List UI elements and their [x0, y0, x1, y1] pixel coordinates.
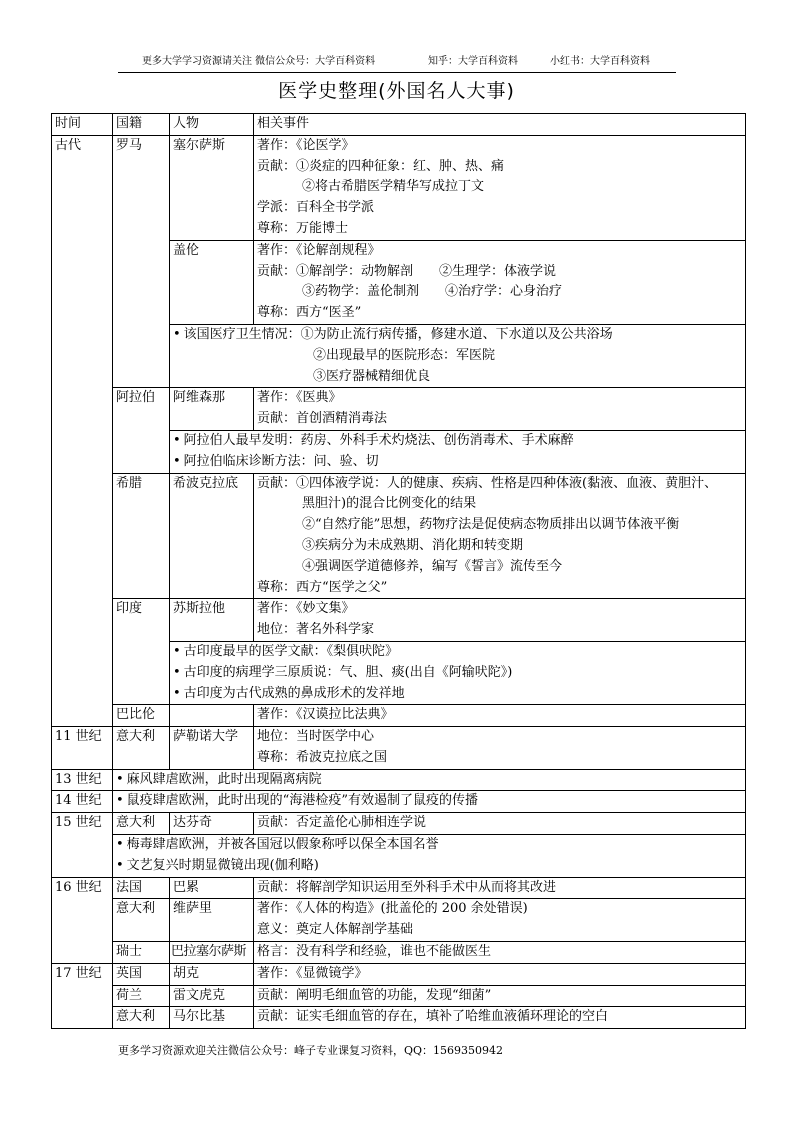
india-notes	[170, 641, 746, 704]
history-table-later	[51, 726, 746, 1029]
country-italy: 意大利	[113, 727, 170, 770]
country-france: 法国	[113, 877, 170, 899]
text-line: ③药物学：盖伦制剂	[302, 284, 420, 300]
person-galen: 盖伦	[170, 240, 254, 324]
text-line: 格言：没有科学和经验，谁也不能做医生	[257, 943, 492, 959]
era-14: 14 世纪	[52, 791, 113, 813]
event-galen	[254, 240, 746, 324]
page-title: 医学史整理(外国名人大事)	[278, 80, 515, 102]
event-pare	[254, 877, 746, 899]
page-header	[118, 50, 676, 70]
event-14	[113, 791, 746, 813]
country-england: 英国	[113, 963, 170, 985]
text-line: 著作：《显微镜学》	[257, 965, 368, 981]
text-line: 著作：《妙文集》	[257, 601, 355, 617]
event-malpighi	[254, 1007, 746, 1029]
text-line: 著作：《人体的构造》(批盖伦的 200 余处错误)	[257, 901, 528, 917]
table-row	[52, 1007, 746, 1029]
text-line: 尊称：万能博士	[257, 220, 349, 236]
country-rome: 罗马	[113, 135, 170, 388]
text-line: ④强调医学道德修养，编写《誓言》流传至今	[302, 558, 563, 574]
text-line: 地位：当时医学中心	[257, 729, 375, 744]
country-italy: 意大利	[113, 813, 170, 835]
col-time: 时间	[52, 114, 113, 136]
text-line: 著作：《医典》	[257, 390, 342, 406]
country-arab: 阿拉伯	[113, 388, 170, 473]
col-person: 人物	[170, 114, 254, 136]
text-line: 黑胆汁)的混合比例变化的结果	[302, 496, 477, 512]
table-row	[52, 135, 746, 240]
bullet-item: • 古印度为古代成熟的鼻成形术的发祥地	[173, 684, 745, 705]
text-line: 学派：百科全书学派	[257, 200, 375, 216]
person-empty	[170, 705, 254, 727]
bullet-item: • 古印度最早的医学文献：《梨俱吠陀》	[173, 642, 745, 663]
table-row	[52, 705, 746, 727]
person-hooke: 胡克	[170, 963, 254, 985]
person-hippocrates: 希波克拉底	[170, 473, 254, 599]
person-celsus: 塞尔萨斯	[170, 135, 254, 240]
text-line: 尊称：希波克拉底之国	[257, 749, 388, 765]
era-17: 17 世纪	[52, 963, 113, 1028]
text-line: ④治疗学：心身治疗	[445, 284, 563, 300]
person-salerno: 萨勒诺大学	[170, 727, 254, 770]
event-paracelsus	[254, 941, 746, 963]
header-zhihu: 知乎：大学百科资料	[428, 56, 518, 67]
rome-health-notes	[170, 324, 746, 387]
text-line: 著作：《论医学》	[257, 137, 355, 153]
arab-notes	[170, 430, 746, 473]
country-netherlands: 荷兰	[113, 985, 170, 1007]
person-paracelsus: 巴拉塞尔萨斯	[170, 941, 254, 963]
page-footer: 更多学习资源欢迎关注微信公众号：峰子专业课复习资料，QQ：1569350942	[118, 1044, 504, 1057]
country-switzerland: 瑞士	[113, 941, 170, 963]
era-11: 11 世纪	[52, 727, 113, 770]
header-divider	[118, 72, 676, 73]
table-row	[52, 941, 746, 963]
era-13: 13 世纪	[52, 769, 113, 791]
event-15-notes	[113, 834, 746, 877]
text-line: 尊称：西方“医圣”	[257, 305, 362, 321]
country-italy: 意大利	[113, 899, 170, 942]
table-row	[52, 769, 746, 791]
country-babylon: 巴比伦	[113, 705, 170, 727]
table-header-row	[52, 114, 746, 136]
era-16: 16 世纪	[52, 877, 113, 963]
event-hooke	[254, 963, 746, 985]
text-line: 地位：著名外科学家	[257, 622, 375, 638]
text-line: ③医疗器械精细优良	[313, 368, 431, 384]
table-row	[52, 877, 746, 899]
text-line: 著作：《论解剖规程》	[257, 242, 381, 258]
era-15: 15 世纪	[52, 813, 113, 877]
text-line: 贡献：将解剖学知识运用至外科手术中从而将其改进	[257, 879, 557, 895]
person-vesalius: 维萨里	[170, 899, 254, 942]
table-row	[52, 813, 746, 835]
text-line: ②将古希腊医学精华写成拉丁文	[302, 179, 485, 195]
person-da-vinci: 达芬奇	[170, 813, 254, 835]
event-avicenna	[254, 388, 746, 431]
text-line: 贡献：阐明毛细血管的功能，发现“细菌”	[257, 987, 492, 1003]
table-row	[52, 599, 746, 642]
text-line: ②“自然疗能”思想，药物疗法是促使病态物质排出以调节体液平衡	[302, 517, 680, 533]
table-row	[52, 834, 746, 877]
person-sushruta: 苏斯拉他	[170, 599, 254, 642]
text-line: 贡献：否定盖伦心肺相连学说	[257, 815, 427, 831]
text-line: 贡献：首创酒精消毒法	[257, 411, 388, 427]
text-line: ③疾病分为未成熟期、消化期和转变期	[302, 537, 524, 553]
country-italy: 意大利	[113, 1007, 170, 1029]
event-leeuwenhoek	[254, 985, 746, 1007]
header-xiaohongshu: 小红书：大学百科资料	[550, 56, 650, 67]
bullet-item: • 鼠疫肆虐欧洲，此时出现的“海港检疫”有效遏制了鼠疫的传播	[116, 791, 745, 812]
bullet-item: • 文艺复兴时期显微镜出现(伽利略)	[116, 856, 745, 877]
text-line: ②生理学：体液学说	[439, 263, 557, 279]
country-india: 印度	[113, 599, 170, 705]
text-line: 尊称：西方“医学之父”	[257, 579, 388, 595]
era-ancient: 古代	[52, 135, 113, 726]
bullet-item: • 梅毒肆虐欧洲，并被各国冠以假象称呼以保全本国名誉	[116, 835, 745, 856]
table-row	[52, 963, 746, 985]
table-row	[52, 985, 746, 1007]
event-babylon	[254, 705, 746, 727]
event-hippocrates	[254, 473, 746, 599]
person-leeuwenhoek: 雷文虎克	[170, 985, 254, 1007]
table-row	[52, 473, 746, 599]
bullet-item: • 阿拉伯人最早发明：药房、外科手术灼烧法、创伤消毒术、手术麻醉	[173, 431, 745, 452]
col-event: 相关事件	[254, 114, 746, 136]
header-wechat: 更多大学学习资源请关注 微信公众号：大学百科资料	[142, 56, 376, 67]
bullet-item: • 古印度的病理学三原质说：气、胆、痰(出自《阿输吠陀》)	[173, 663, 745, 684]
bullet-item: • 阿拉伯临床诊断方法：问、验、切	[173, 452, 745, 473]
bullet-item: • 该国医疗卫生情况：①为防止流行病传播，修建水道、下水道以及公共浴场	[173, 325, 745, 346]
event-celsus	[254, 135, 746, 240]
col-country: 国籍	[113, 114, 170, 136]
event-salerno	[254, 727, 746, 770]
table-row	[52, 388, 746, 431]
event-13	[113, 769, 746, 791]
event-da-vinci	[254, 813, 746, 835]
bullet-item: • 麻风肆虐欧洲，此时出现隔离病院	[116, 770, 745, 791]
text-line: 著作：《汉谟拉比法典》	[257, 707, 394, 723]
table-row	[52, 899, 746, 942]
table-row	[52, 727, 746, 770]
text-line: 意义：奠定人体解剖学基础	[257, 922, 414, 938]
event-sushruta	[254, 599, 746, 642]
person-avicenna: 阿维森那	[170, 388, 254, 431]
text-line: 贡献：①炎症的四种征象：红、肿、热、痛	[257, 158, 505, 174]
person-malpighi: 马尔比基	[170, 1007, 254, 1029]
history-table	[51, 113, 746, 727]
event-vesalius	[254, 899, 746, 942]
text-line: 贡献：①解剖学：动物解剖	[257, 263, 414, 279]
country-greece: 希腊	[113, 473, 170, 599]
table-row	[52, 791, 746, 813]
person-pare: 巴累	[170, 877, 254, 899]
text-line: 贡献：①四体液学说：人的健康、疾病、性格是四种体液(黏液、血液、黄胆汁、	[257, 475, 718, 491]
text-line: ②出现最早的医院形态：军医院	[313, 347, 496, 363]
text-line: 贡献：证实毛细血管的存在，填补了哈维血液循环理论的空白	[257, 1009, 609, 1025]
